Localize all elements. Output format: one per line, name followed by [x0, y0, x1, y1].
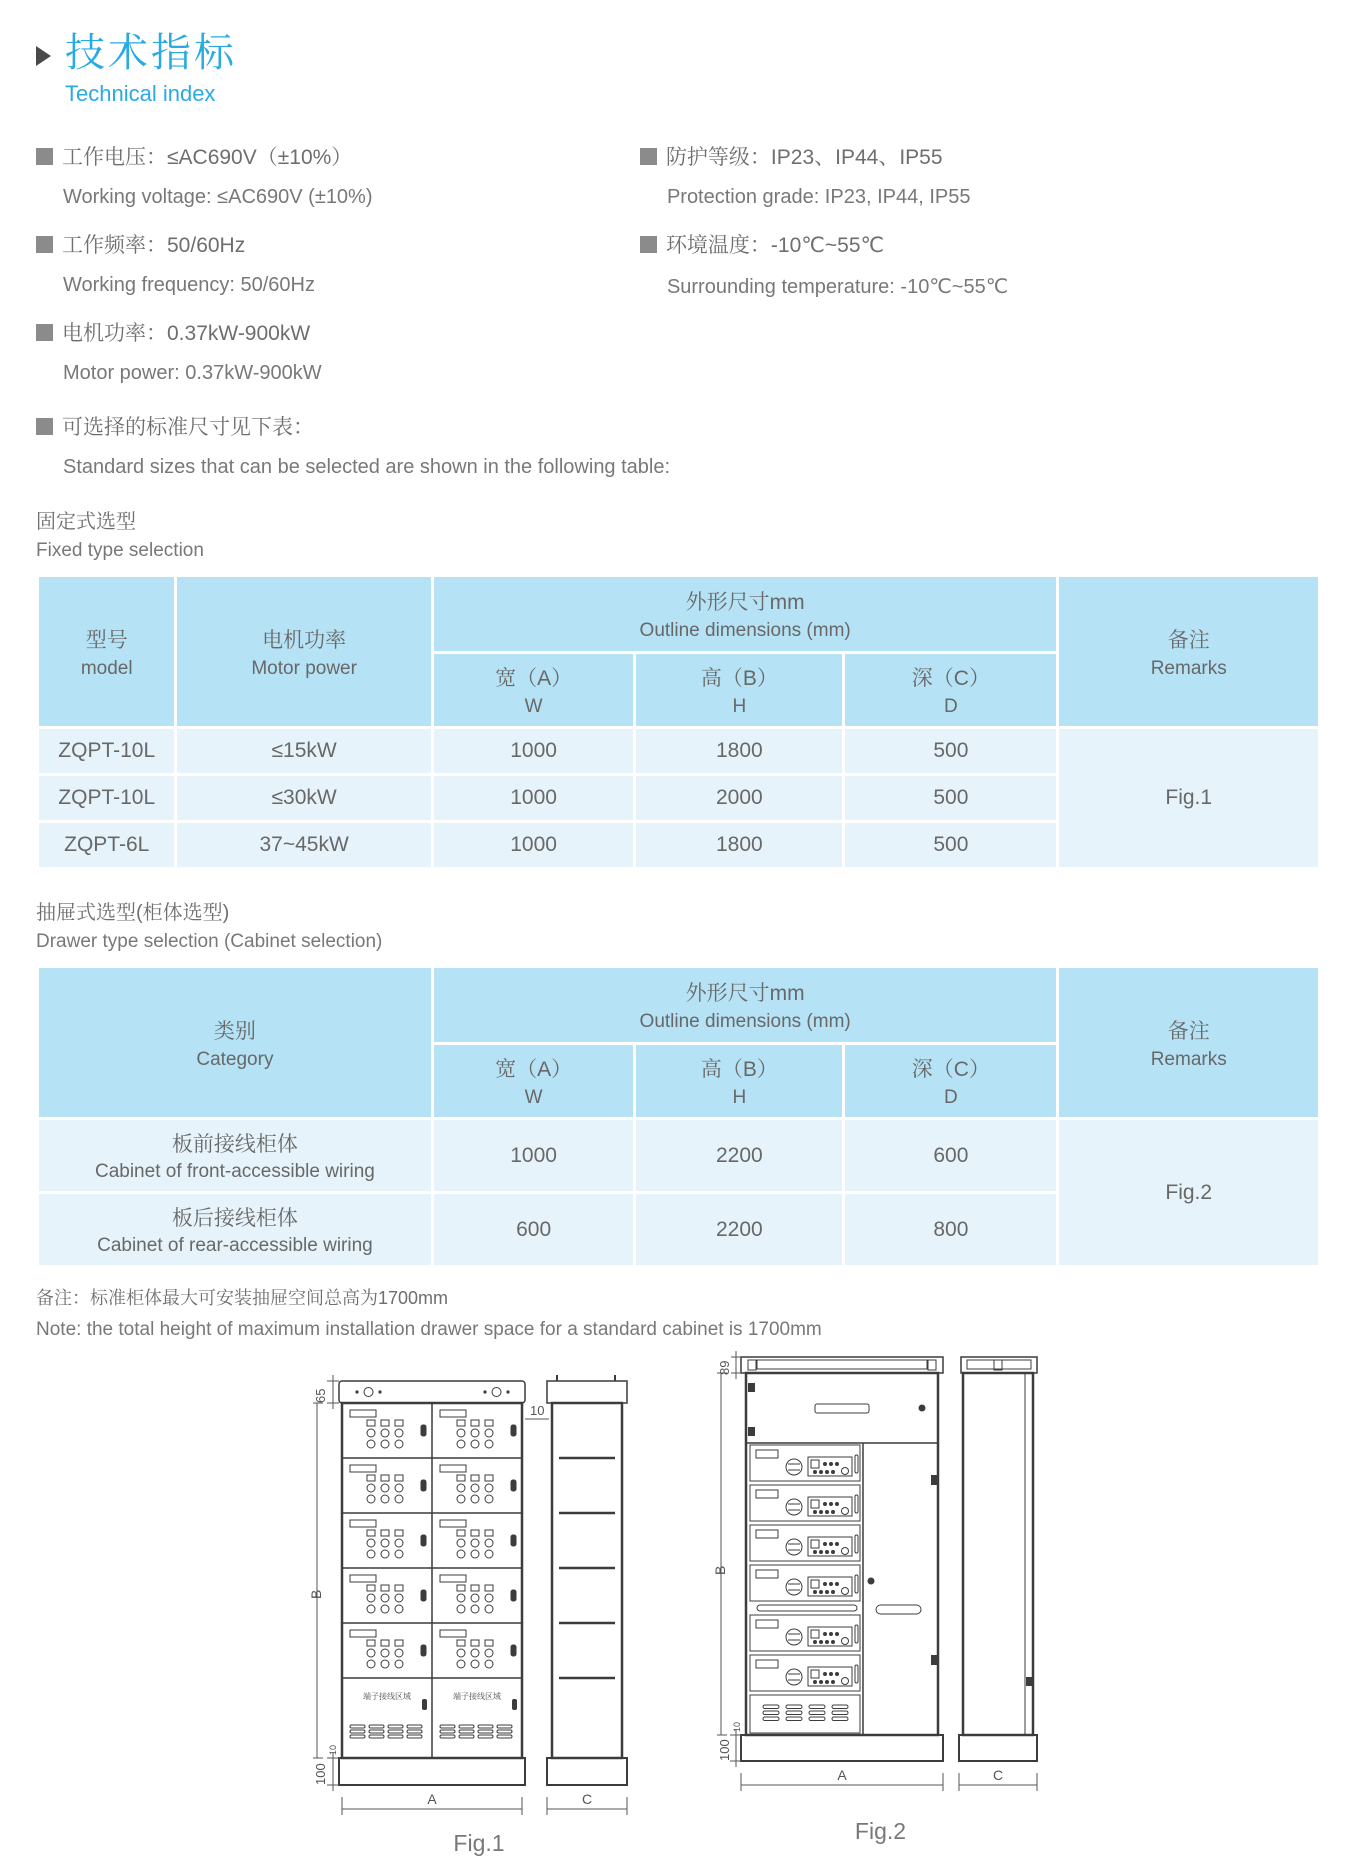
fig1-dim-vent: 10	[328, 1744, 338, 1755]
header-zh: 电机功率	[262, 628, 347, 652]
spec-zh-text: 可选择的标准尺寸见下表：	[62, 416, 314, 439]
header-en: Remarks	[1150, 1048, 1227, 1070]
fig1-caption: Fig.1	[453, 1830, 505, 1856]
figure-1	[309, 1373, 649, 1857]
spec-en-text: Surrounding temperature: -10℃~55℃	[666, 276, 1009, 298]
cell-height: 2200	[635, 1193, 844, 1267]
fixed-section-label	[36, 505, 1321, 562]
cell-power: ≤15kW	[176, 728, 432, 775]
fig2-dim-top: 89	[717, 1360, 732, 1375]
header-zh: 型号	[85, 628, 128, 652]
col-header-category	[38, 967, 433, 1119]
cell-model: ZQPT-10L	[38, 775, 176, 822]
table-row	[38, 1119, 1320, 1193]
spec-item-temperature	[640, 229, 1321, 299]
header-zh: 宽（A）	[495, 1058, 573, 1081]
header-en: Outline dimensions (mm)	[639, 620, 851, 641]
fig2-dim-height: B	[713, 1565, 728, 1575]
category-zh: 板前接线柜体	[171, 1133, 298, 1156]
header-en: W	[524, 1087, 543, 1108]
col-header-outline-dimensions	[432, 967, 1058, 1044]
figure-area	[36, 1347, 1321, 1857]
spec-zh-text: 工作频率：50/60Hz	[62, 234, 246, 257]
col-header-height	[635, 1044, 844, 1119]
header-zh: 类别	[213, 1019, 256, 1043]
spec-item-frequency	[36, 229, 640, 297]
fig1-cabinet-drawing	[309, 1373, 649, 1825]
cell-depth: 600	[844, 1119, 1058, 1193]
header-zh: 备注	[1167, 1019, 1210, 1043]
drawer-type-table	[36, 965, 1321, 1268]
spec-item-table-intro	[36, 411, 1321, 479]
header-en: H	[732, 696, 747, 717]
footnote-zh: 备注：标准柜体最大可安装抽屉空间总高为1700mm	[36, 1288, 449, 1308]
page-header	[36, 30, 1321, 107]
cell-category	[38, 1193, 433, 1267]
square-bullet-icon	[36, 418, 53, 435]
spec-zh-text: 电机功率：0.37kW-900kW	[62, 322, 311, 345]
col-header-depth	[844, 1044, 1058, 1119]
cell-height: 2000	[635, 775, 844, 822]
page-subtitle: Technical index	[65, 81, 216, 106]
figure-2	[713, 1347, 1048, 1857]
drawer-section-label	[36, 896, 1321, 953]
spec-en-text: Protection grade: IP23, IP44, IP55	[666, 186, 971, 208]
square-bullet-icon	[36, 324, 53, 341]
terminal-area-label: 端子接线区域	[363, 1692, 411, 1701]
fig2-dimensions	[713, 1351, 1037, 1791]
fig1-dim-top: 65	[313, 1388, 328, 1403]
col-header-height	[635, 653, 844, 728]
cell-depth: 500	[844, 728, 1058, 775]
fixed-type-table	[36, 574, 1321, 870]
header-en: Category	[196, 1048, 274, 1070]
header-en: D	[944, 1087, 958, 1108]
fig1-front-view	[339, 1381, 525, 1785]
cell-width: 1000	[432, 1119, 635, 1193]
spec-item-protection	[640, 141, 1321, 209]
cell-category	[38, 1119, 433, 1193]
fig1-dim-width: A	[427, 1791, 437, 1807]
spec-column-left	[36, 121, 640, 385]
section-arrow-icon	[36, 46, 51, 66]
fig1-dimensions	[309, 1375, 627, 1815]
cell-depth: 800	[844, 1193, 1058, 1267]
col-header-remarks	[1058, 967, 1320, 1119]
spec-en-text: Standard sizes that can be selected are shown in the following table:	[63, 456, 671, 478]
header-en: D	[944, 696, 958, 717]
spec-en-text: Working frequency: 50/60Hz	[63, 274, 315, 296]
fig1-side-view	[547, 1375, 627, 1785]
spec-column-right	[640, 121, 1321, 385]
terminal-area-label: 端子接线区域	[453, 1692, 501, 1701]
col-header-model	[38, 576, 176, 728]
fig2-caption: Fig.2	[854, 1818, 907, 1844]
cell-model: ZQPT-10L	[38, 728, 176, 775]
spec-zh-text: 工作电压：≤AC690V（±10%）	[62, 146, 353, 169]
fig2-side-view	[959, 1357, 1037, 1761]
header-en: H	[732, 1087, 747, 1108]
header-zh: 宽（A）	[495, 667, 573, 690]
square-bullet-icon	[640, 148, 657, 165]
section-title-en: Fixed type selection	[36, 540, 204, 561]
cell-model: ZQPT-6L	[38, 822, 176, 869]
spec-zh-text: 环境温度：-10℃~55℃	[665, 234, 885, 257]
header-zh: 高（B）	[700, 1058, 778, 1081]
cell-width: 1000	[432, 822, 635, 869]
footnote	[36, 1284, 1321, 1341]
header-en: Motor power	[251, 657, 357, 679]
spec-item-motor-power	[36, 317, 640, 385]
header-en: Remarks	[1150, 657, 1227, 679]
square-bullet-icon	[36, 148, 53, 165]
square-bullet-icon	[36, 236, 53, 253]
spec-item-voltage	[36, 141, 640, 209]
cell-height: 1800	[635, 822, 844, 869]
fig2-dim-vent: 10	[732, 1721, 742, 1732]
header-en: model	[80, 657, 133, 679]
fig1-dim-base: 100	[313, 1763, 328, 1785]
cell-width: 1000	[432, 775, 635, 822]
spec-list	[36, 121, 1321, 385]
header-zh: 深（C）	[911, 667, 990, 690]
spec-en-text: Working voltage: ≤AC690V (±10%)	[63, 186, 373, 208]
fig2-dim-base: 100	[717, 1739, 732, 1761]
category-en: Cabinet of rear-accessible wiring	[97, 1235, 373, 1256]
page-title: 技术指标	[65, 31, 237, 75]
category-zh: 板后接线柜体	[171, 1207, 298, 1230]
section-title-zh: 固定式选型	[36, 511, 136, 533]
col-header-remarks	[1058, 576, 1320, 728]
col-header-width	[432, 653, 635, 728]
fig2-cabinet-drawing	[713, 1347, 1048, 1813]
header-en: W	[524, 696, 543, 717]
table-row	[38, 728, 1320, 775]
cell-power: 37~45kW	[176, 822, 432, 869]
fig2-dim-depth: C	[992, 1767, 1004, 1783]
fig2-front-view	[741, 1357, 943, 1761]
section-title-zh: 抽屉式选型(柜体选型)	[36, 902, 230, 924]
cell-height: 2200	[635, 1119, 844, 1193]
fig1-dim-top-right: 10	[530, 1403, 545, 1418]
square-bullet-icon	[640, 236, 657, 253]
header-zh: 外形尺寸mm	[685, 591, 805, 614]
header-zh: 外形尺寸mm	[685, 982, 805, 1005]
col-header-outline-dimensions	[432, 576, 1058, 653]
col-header-motor-power	[176, 576, 432, 728]
fig1-dim-depth: C	[581, 1791, 593, 1807]
footnote-en: Note: the total height of maximum installation drawer space for a standard cabinet is 1700mm	[36, 1319, 822, 1340]
cell-depth: 500	[844, 775, 1058, 822]
header-zh: 备注	[1167, 628, 1210, 652]
cell-remark: Fig.1	[1058, 728, 1320, 869]
section-title-en: Drawer type selection (Cabinet selection)	[36, 931, 383, 952]
header-zh: 高（B）	[700, 667, 778, 690]
cell-power: ≤30kW	[176, 775, 432, 822]
fig1-dim-height: B	[309, 1589, 324, 1599]
header-en: Outline dimensions (mm)	[639, 1011, 851, 1032]
fig2-dim-width: A	[837, 1767, 847, 1783]
col-header-depth	[844, 653, 1058, 728]
cell-depth: 500	[844, 822, 1058, 869]
cell-remark: Fig.2	[1058, 1119, 1320, 1267]
header-zh: 深（C）	[911, 1058, 990, 1081]
title-block	[65, 30, 237, 107]
cell-width: 1000	[432, 728, 635, 775]
cell-width: 600	[432, 1193, 635, 1267]
col-header-width	[432, 1044, 635, 1119]
spec-en-text: Motor power: 0.37kW-900kW	[63, 362, 322, 384]
cell-height: 1800	[635, 728, 844, 775]
spec-zh-text: 防护等级：IP23、IP44、IP55	[665, 146, 943, 169]
category-en: Cabinet of front-accessible wiring	[94, 1161, 375, 1182]
